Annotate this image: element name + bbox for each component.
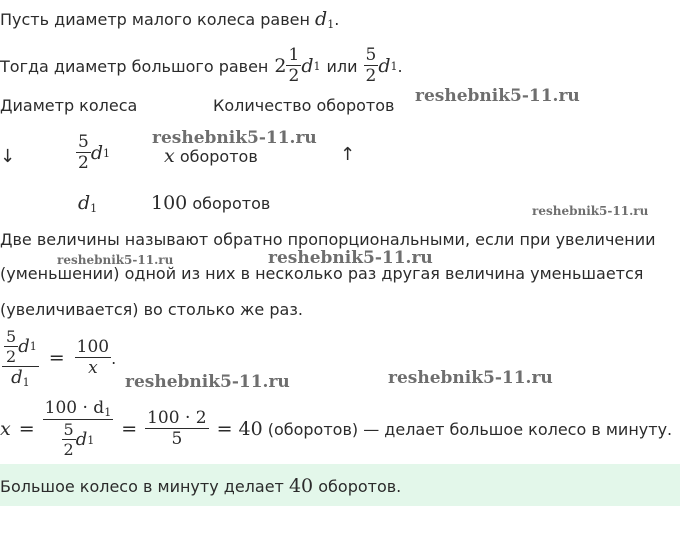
row1-fraction xyxy=(76,134,91,172)
period: . xyxy=(111,348,117,368)
solution-result: 40 xyxy=(238,418,263,440)
math-sub: 1 xyxy=(87,433,95,447)
solution-equation xyxy=(0,392,672,466)
table-header-turns: Количество оборотов xyxy=(213,96,395,115)
solution-tail-text: (оборотов) — делает большое колесо в минуту. xyxy=(267,419,673,439)
watermark: reshebnik5-11.ru xyxy=(388,368,553,388)
math-var: d xyxy=(18,335,30,357)
definition-line-2: (уменьшении) одной из них в несколько раз другая величина уменьшается xyxy=(0,264,644,283)
math-var: x xyxy=(0,418,11,440)
left-numerator xyxy=(2,326,39,367)
definition-line-3: (увеличивается) во столько же раз. xyxy=(0,300,303,319)
large-diameter-line xyxy=(0,44,403,88)
equals-sign: = xyxy=(18,418,35,440)
inner-fraction xyxy=(4,326,18,366)
intro-line xyxy=(0,8,339,31)
period: . xyxy=(397,56,403,76)
fraction-denominator xyxy=(60,420,97,458)
answer-text: Большое колесо в минуту делает xyxy=(0,477,284,496)
math-var: d xyxy=(315,8,328,30)
math-sub: 1 xyxy=(90,202,98,215)
math-sub: 1 xyxy=(313,59,321,73)
mixed-fraction xyxy=(286,47,301,85)
five-halves-fraction xyxy=(364,47,379,85)
math-sub: 1 xyxy=(29,340,37,353)
fraction-denominator: 2 xyxy=(365,66,377,86)
fraction-denominator: 5 xyxy=(171,429,183,449)
math-var: d xyxy=(75,429,88,450)
numerator-expression: 100 · d xyxy=(44,398,105,418)
solution-fraction-2 xyxy=(145,410,208,448)
row2-turns xyxy=(151,192,270,214)
row2-diameter xyxy=(78,192,97,215)
turns-value: 100 xyxy=(151,192,188,214)
large-diameter-text: Тогда диаметр большого равен xyxy=(0,56,269,76)
watermark: reshebnik5-11.ru xyxy=(532,204,649,218)
math-sub: 1 xyxy=(327,18,335,31)
math-sub: 1 xyxy=(390,59,398,73)
mixed-whole: 2 xyxy=(274,55,287,77)
fraction-denominator: x xyxy=(88,358,98,378)
inner-fraction xyxy=(62,422,76,458)
period: . xyxy=(334,10,340,29)
math-var: d xyxy=(11,366,23,388)
math-var: x xyxy=(164,145,175,167)
table-header-diameter: Диаметр колеса xyxy=(0,96,138,115)
fraction-denominator: 2 xyxy=(6,346,17,366)
proportion-equation xyxy=(2,322,116,394)
turns-text: оборотов xyxy=(179,147,258,166)
fraction-numerator: 100 · 2 xyxy=(147,408,207,428)
math-var: d xyxy=(78,192,91,214)
answer-box xyxy=(0,464,680,506)
intro-text: Пусть диаметр малого колеса равен xyxy=(0,10,310,29)
fraction-denominator: 2 xyxy=(78,153,89,173)
watermark: reshebnik5-11.ru xyxy=(152,128,317,148)
equals-sign: = xyxy=(216,418,233,440)
watermark: reshebnik5-11.ru xyxy=(57,253,174,267)
fraction-denominator: 2 xyxy=(63,440,74,459)
math-var: d xyxy=(301,55,314,77)
fraction-numerator: 5 xyxy=(63,420,74,439)
arrow-up-icon: ↑ xyxy=(340,144,356,165)
math-sub: 1 xyxy=(104,406,112,419)
left-denominator xyxy=(9,367,32,388)
arrow-down-icon: ↓ xyxy=(0,146,16,167)
math-var: d xyxy=(90,142,103,164)
fraction-numerator: 5 xyxy=(6,326,17,346)
answer-value: 40 xyxy=(288,475,314,497)
fraction-numerator: 5 xyxy=(78,132,89,152)
equals-sign: = xyxy=(48,347,65,369)
answer-line xyxy=(0,475,401,497)
mixed-denominator: 2 xyxy=(288,66,300,86)
solution-fraction-1 xyxy=(43,400,114,458)
or-text: или xyxy=(326,56,358,76)
answer-text-end: оборотов. xyxy=(318,477,402,496)
watermark: reshebnik5-11.ru xyxy=(125,372,290,392)
fraction-numerator xyxy=(43,400,114,420)
definition-line-1: Две величины называют обратно пропорциональными, если при увеличении xyxy=(0,230,656,249)
fraction-numerator: 100 xyxy=(76,337,110,357)
equals-sign: = xyxy=(121,418,138,440)
math-sub: 1 xyxy=(22,375,30,389)
row1-turns xyxy=(164,145,258,167)
watermark: reshebnik5-11.ru xyxy=(415,86,580,106)
row1-diameter xyxy=(76,128,110,178)
turns-text: оборотов xyxy=(192,194,271,213)
right-fraction xyxy=(75,339,111,377)
left-fraction xyxy=(2,326,39,389)
watermark: reshebnik5-11.ru xyxy=(268,248,433,268)
math-sub: 1 xyxy=(103,146,110,160)
mixed-numerator: 1 xyxy=(288,45,300,65)
fraction-numerator: 5 xyxy=(365,45,377,65)
math-var: d xyxy=(378,55,391,77)
